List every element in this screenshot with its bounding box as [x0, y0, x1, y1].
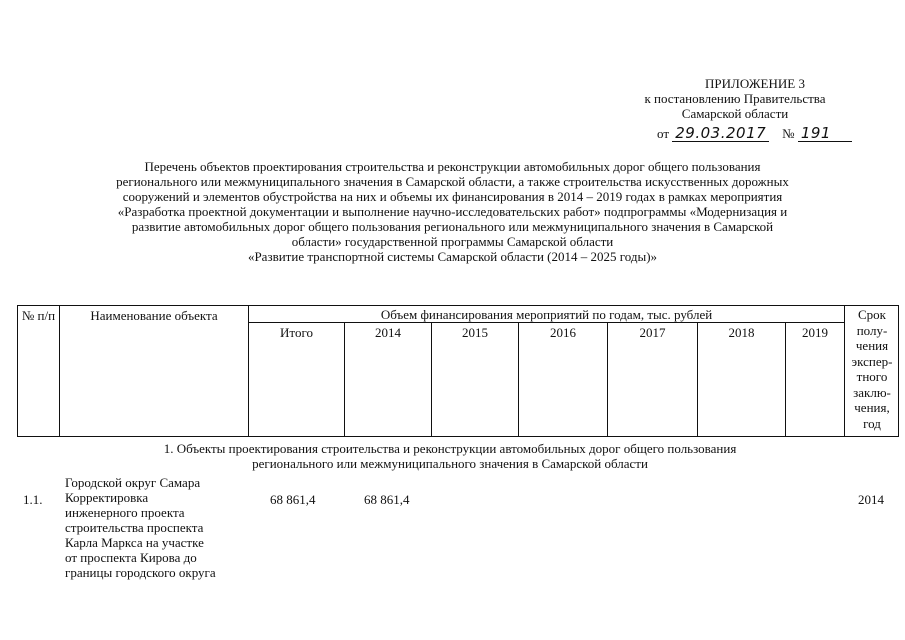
header-year: 2016	[550, 325, 576, 340]
heading-line: сооружений и элементов обустройства на них и объемы их финансирования в 2014 – 2019 годах в рамках мероприятия	[122, 189, 783, 204]
header-term	[845, 307, 899, 431]
row-name-line: инженерного проекта	[65, 505, 185, 520]
heading-line: области» государственной программы Самарской области	[291, 234, 614, 249]
table-divider	[59, 306, 60, 436]
appendix-title: ПРИЛОЖЕНИЕ 3	[705, 76, 805, 91]
row-name-line: Карла Маркса на участке	[65, 535, 204, 550]
row-term-value: 2014	[858, 492, 884, 507]
header-number-label: № п/п	[21, 308, 56, 323]
header-term-line: экспер-	[851, 353, 893, 369]
header-number	[18, 308, 59, 323]
header-term-line: год	[863, 415, 881, 431]
appendix-line-1: к постановлению Правительства	[644, 91, 826, 106]
header-term-line: Срок	[858, 307, 886, 322]
row-total-value: 68 861,4	[270, 492, 316, 507]
appendix-block	[600, 76, 870, 121]
header-year: 2017	[639, 325, 666, 340]
funding-table-header	[17, 305, 899, 437]
appendix-line-2: Самарской области	[681, 106, 789, 121]
header-object-name: Наименование объекта	[90, 308, 218, 323]
row-name-line: Городской округ Самара	[65, 475, 201, 490]
heading-line: регионального или межмуниципального значения в Самарской области, а также строительства искусственных дорожных	[116, 174, 789, 189]
row-2014-value: 68 861,4	[364, 492, 410, 507]
section-title	[130, 441, 770, 471]
order-line	[657, 126, 877, 142]
header-funding: Объем финансирования мероприятий по годам, тыс. рублей	[380, 307, 713, 322]
section-line-1: 1. Объекты проектирования строительства и реконструкции автомобильных дорог общего пользования	[163, 441, 737, 456]
header-term-line: чения	[855, 338, 889, 353]
header-year: 2019	[802, 325, 828, 340]
header-total: Итого	[280, 325, 313, 340]
header-term-line: полу-	[856, 322, 888, 338]
header-term-line: тного	[856, 369, 888, 384]
heading-line: «Развитие транспортной системы Самарской области (2014 – 2025 годы)»	[247, 249, 658, 264]
handwritten-date: 29.03.2017	[672, 126, 769, 142]
handwritten-number: 191	[798, 126, 852, 142]
heading-line: развитие автомобильных дорог общего пользования регионального или межмуниципального значения в Самарской	[131, 219, 774, 234]
row-name-line: от проспекта Кирова до	[65, 550, 197, 565]
row-number: 1.1.	[23, 492, 43, 507]
heading-line: Перечень объектов проектирования строительства и реконструкции автомобильных дорог общего пользования	[144, 159, 761, 174]
number-label: №	[782, 126, 795, 141]
header-year: 2015	[462, 325, 488, 340]
from-label: от	[657, 126, 670, 141]
row-name-line: границы городского округа	[65, 565, 216, 580]
row-object-name	[65, 475, 265, 580]
header-year: 2018	[728, 325, 755, 340]
table-divider	[248, 322, 844, 323]
header-term-line: чения,	[854, 400, 890, 415]
heading-line: «Разработка проектной документации и выполнение научно-исследовательских работ» подпрограммы «Модернизация и	[117, 204, 788, 219]
document-heading	[30, 159, 875, 264]
header-term-line: заклю-	[853, 384, 891, 400]
row-name-line: строительства проспекта	[65, 520, 204, 535]
row-name-line: Корректировка	[65, 490, 149, 505]
section-line-2: регионального или межмуниципального значения в Самарской области	[252, 456, 648, 471]
header-year: 2014	[375, 325, 401, 340]
